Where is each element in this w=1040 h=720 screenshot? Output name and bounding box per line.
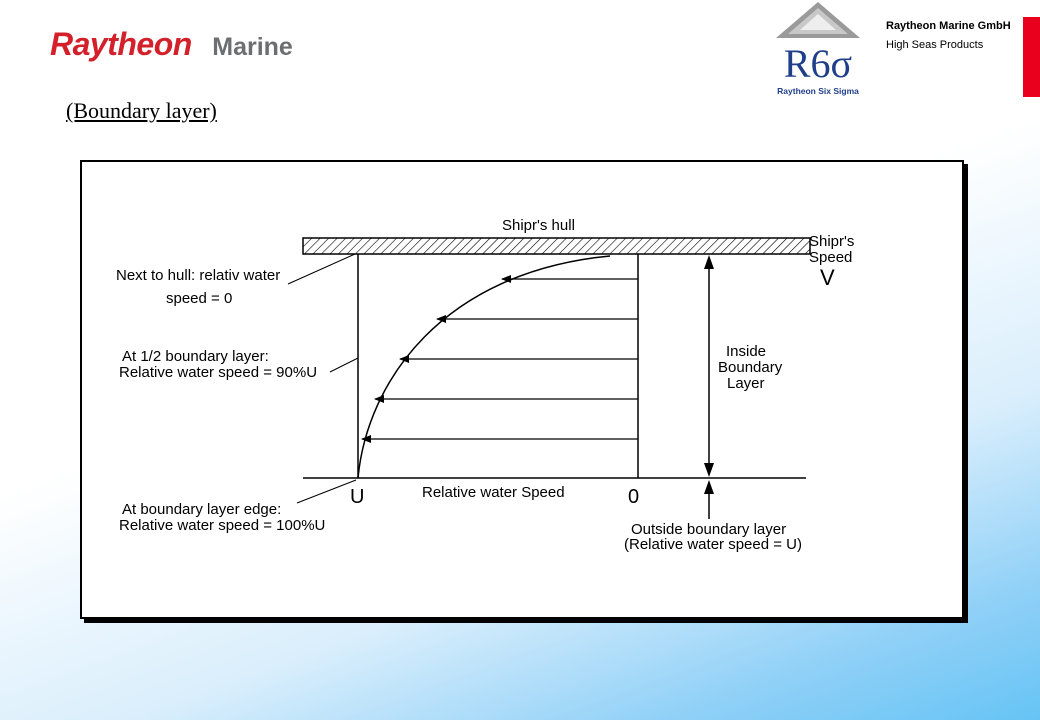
slide-title: (Boundary layer) (66, 98, 217, 123)
inside-label-2: Boundary (718, 359, 783, 376)
edge-label-1: At boundary layer edge: (122, 501, 282, 518)
company-division: High Seas Products (886, 39, 984, 51)
outside-layer-arrow (704, 480, 714, 494)
next-to-hull-label-2: speed = 0 (166, 290, 233, 307)
company-info (886, 17, 1011, 55)
outside-label-1: Outside boundary layer (631, 521, 787, 538)
half-layer-leader (330, 358, 358, 372)
inside-layer-arrow-top (704, 255, 714, 269)
hull-label: Shipr's hull (502, 217, 575, 234)
next-to-hull-leader (288, 254, 355, 284)
raytheon-marine-logo (50, 26, 293, 63)
sigma-logo-text: R6σ (783, 41, 853, 86)
edge-leader (297, 480, 356, 503)
next-to-hull-label-1: Next to hull: relativ water (116, 267, 281, 284)
sigma-logo-caption: Raytheon Six Sigma (777, 86, 859, 96)
inside-label-3: Layer (727, 375, 765, 392)
outside-label-2: (Relative water speed = U) (624, 536, 802, 553)
ship-hull (303, 238, 810, 254)
logo-raytheon-word: Raytheon (50, 26, 192, 62)
relative-speed-axis-label: Relative water Speed (422, 484, 565, 501)
ship-speed-label-1: Shipr's (809, 233, 855, 250)
half-layer-label-1: At 1/2 boundary layer: (122, 348, 269, 365)
ship-speed-label-2: Speed (809, 249, 853, 266)
inside-layer-arrow-bottom (704, 463, 714, 477)
inside-label-1: Inside (726, 343, 767, 360)
six-sigma-logo (768, 0, 868, 100)
velocity-profile-curve (358, 256, 610, 478)
half-layer-label-2: Relative water speed = 90%U (119, 364, 318, 381)
logo-marine-word: Marine (212, 33, 293, 61)
company-name: Raytheon Marine GmbH (886, 20, 1011, 32)
u-axis-label: U (350, 486, 365, 508)
diagram-frame (80, 160, 964, 619)
edge-label-2: Relative water speed = 100%U (119, 517, 326, 534)
ship-speed-symbol: V (820, 265, 835, 290)
boundary-layer-diagram (82, 162, 962, 617)
red-accent-bar (1023, 17, 1040, 97)
zero-axis-label: 0 (628, 486, 640, 508)
